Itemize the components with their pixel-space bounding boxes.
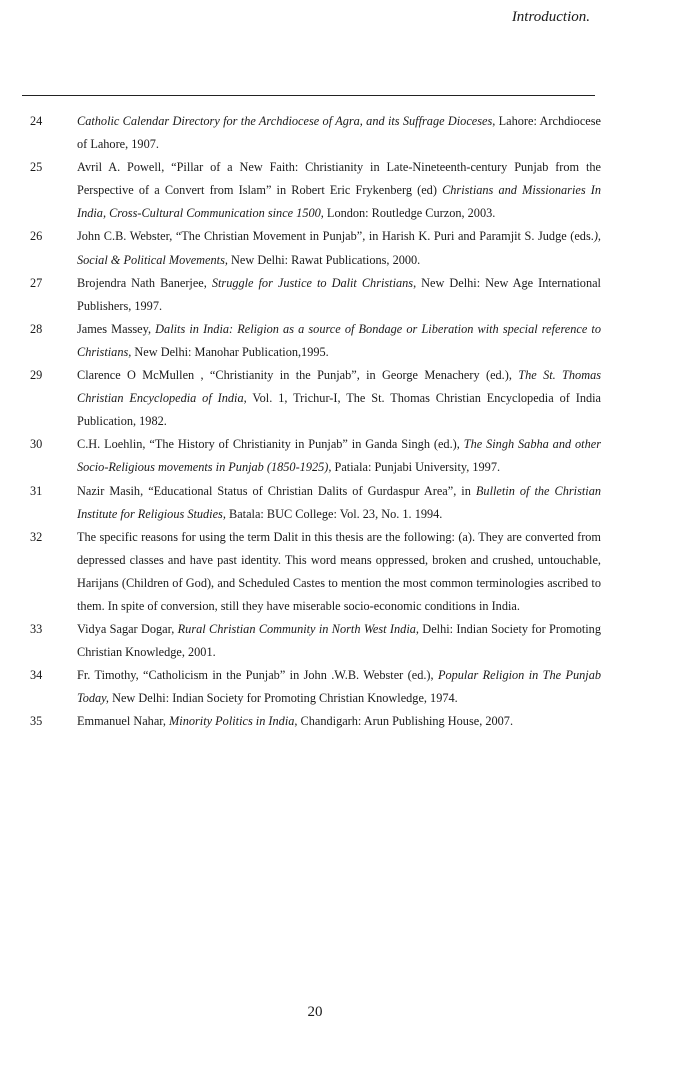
footnote-text-segment: , Lahore: Archdiocese of Lahore, 1907. [77,114,601,152]
footnote-text-segment: New Delhi: Indian Society for Promoting Christian Knowledge, 1974. [109,691,458,706]
footnote-25 [30,156,601,225]
footnote-title-italic: The Singh Sabha and other Socio-Religious movements in Punjab (1850-1925), [77,437,601,475]
footnote-number: 26 [30,229,43,244]
footnote-text [77,110,601,156]
footnote-title-italic: The St. Thomas Christian Encyclopedia of India, [77,368,602,406]
footnote-title-italic: Bulletin of the Christian Institute for Religious Studies, [77,483,601,521]
footnote-number: 32 [30,529,43,544]
footnote-text [77,710,601,733]
footnote-title-italic: Dalits in India: Religion as a source of Bondage or Liberation with special reference to Christians, [77,321,601,359]
footnote-title-italic: Minority Politics in India [169,714,295,729]
footnote-text [77,618,601,664]
footnote-text-segment: New Delhi: Manohar Publication,1995. [131,344,329,359]
footnote-text-segment: Brojendra Nath Banerjee, [77,275,212,290]
footnote-32 [30,526,601,618]
footnote-35 [30,710,601,733]
footnote-title-italic: Struggle for Justice to Dalit Christians [211,275,414,290]
footnote-text-segment: C.H. Loehlin, “The History of Christianity in Punjab” in Ganda Singh (ed.), [77,437,464,452]
footnote-number: 31 [30,483,43,498]
footnote-text-segment: Vidya Sagar Dogar, [77,622,178,637]
footnotes-list [30,110,601,734]
footnote-text [77,225,601,271]
footnote-29 [30,364,601,433]
footnote-text-segment: New Delhi: Rawat Publications, 2000. [227,252,421,267]
footnote-text [77,156,601,225]
footnote-text-segment: Vol. 1, Trichur-I, The St. Thomas Christian Encyclopedia of India Publication, 1982. [77,391,601,429]
footnote-text-segment: Fr. Timothy, “Catholicism in the Punjab” in John .W.B. Webster (ed.), [77,668,438,683]
footnote-text [77,318,601,364]
footnote-number: 29 [30,368,43,383]
footnote-text-segment: Nazir Masih, “Educational Status of Christian Dalits of Gurdaspur Area”, in [77,483,476,498]
footnote-text-segment: , New Delhi: New Age International Publishers, 1997. [77,275,601,313]
footnote-28 [30,318,601,364]
footnote-text-segment: Avril A. Powell, “Pillar of a New Faith: Christianity in Late-Nineteenth-century Punjab from the Perspective of a Convert from Islam” in Robert Eric Frykenberg (ed) [77,160,601,198]
footnote-text-segment: Emmanuel Nahar, [77,714,170,729]
footnote-number: 28 [30,321,43,336]
footnote-text-segment: Batala: BUC College: Vol. 23, No. 1. 1994. [225,506,443,521]
footnote-title-italic: ), Social & Political Movements, [77,229,601,267]
footnote-text [77,433,601,479]
footnote-number: 33 [30,622,43,637]
footnote-30 [30,433,601,479]
running-header: Introduction. [511,9,590,25]
page-number: 20 [307,1004,323,1020]
footnote-24 [30,110,601,156]
footnote-text-segment: London: Routledge Curzon, 2003. [323,206,496,221]
footnote-title-italic: Popular Religion in The Punjab Today, [77,668,601,706]
footnote-title-italic: Catholic Calendar Directory for the Archdiocese of Agra, and its Suffrage Dioceses [77,114,493,128]
footnote-text-segment: Patiala: Punjabi University, 1997. [331,460,501,475]
footnote-text-segment: , Chandigarh: Arun Publishing House, 2007. [294,714,514,729]
footnote-text-segment: Delhi: Indian Society for Promoting Christian Knowledge, 2001. [77,622,601,660]
footnote-27 [30,272,601,318]
footnote-text [77,364,601,433]
footnote-text [77,480,601,526]
footnote-number: 34 [30,668,43,683]
footnote-text [77,526,601,618]
footnote-number: 24 [30,114,43,128]
footnote-text [77,272,601,318]
footnote-26 [30,225,601,271]
footnote-text-segment: The specific reasons for using the term Dalit in this thesis are the following: (a). They are converted from depressed classes and have past identity. This word means oppressed, broken and crushed, untouchable, Harijans (Children of God), and Scheduled Castes to mention the most common terminologies ascribed to them. In spite of conversion, still they have miserable socio-economic conditions in India. [77,529,601,613]
footnote-separator [22,95,595,96]
footnote-text-segment: Clarence O McMullen , “Christianity in the Punjab”, in George Menachery (ed.), [77,368,519,383]
footnote-text-segment: James Massey, [77,321,156,336]
footnote-31 [30,480,601,526]
footnote-number: 30 [30,437,43,452]
footnote-title-italic: Christians and Missionaries In India, Cross-Cultural Communication since 1500, [77,183,601,221]
footnote-text [77,664,601,710]
footnote-34 [30,664,601,710]
footnote-text-segment: John C.B. Webster, “The Christian Movement in Punjab”, in Harish K. Puri and Paramjit S. Judge (eds. [77,229,594,244]
footnote-number: 27 [30,275,43,290]
footnote-number: 25 [30,160,43,175]
footnote-number: 35 [30,714,43,729]
footnote-title-italic: Rural Christian Community in North West India, [177,622,419,637]
footnote-33 [30,618,601,664]
